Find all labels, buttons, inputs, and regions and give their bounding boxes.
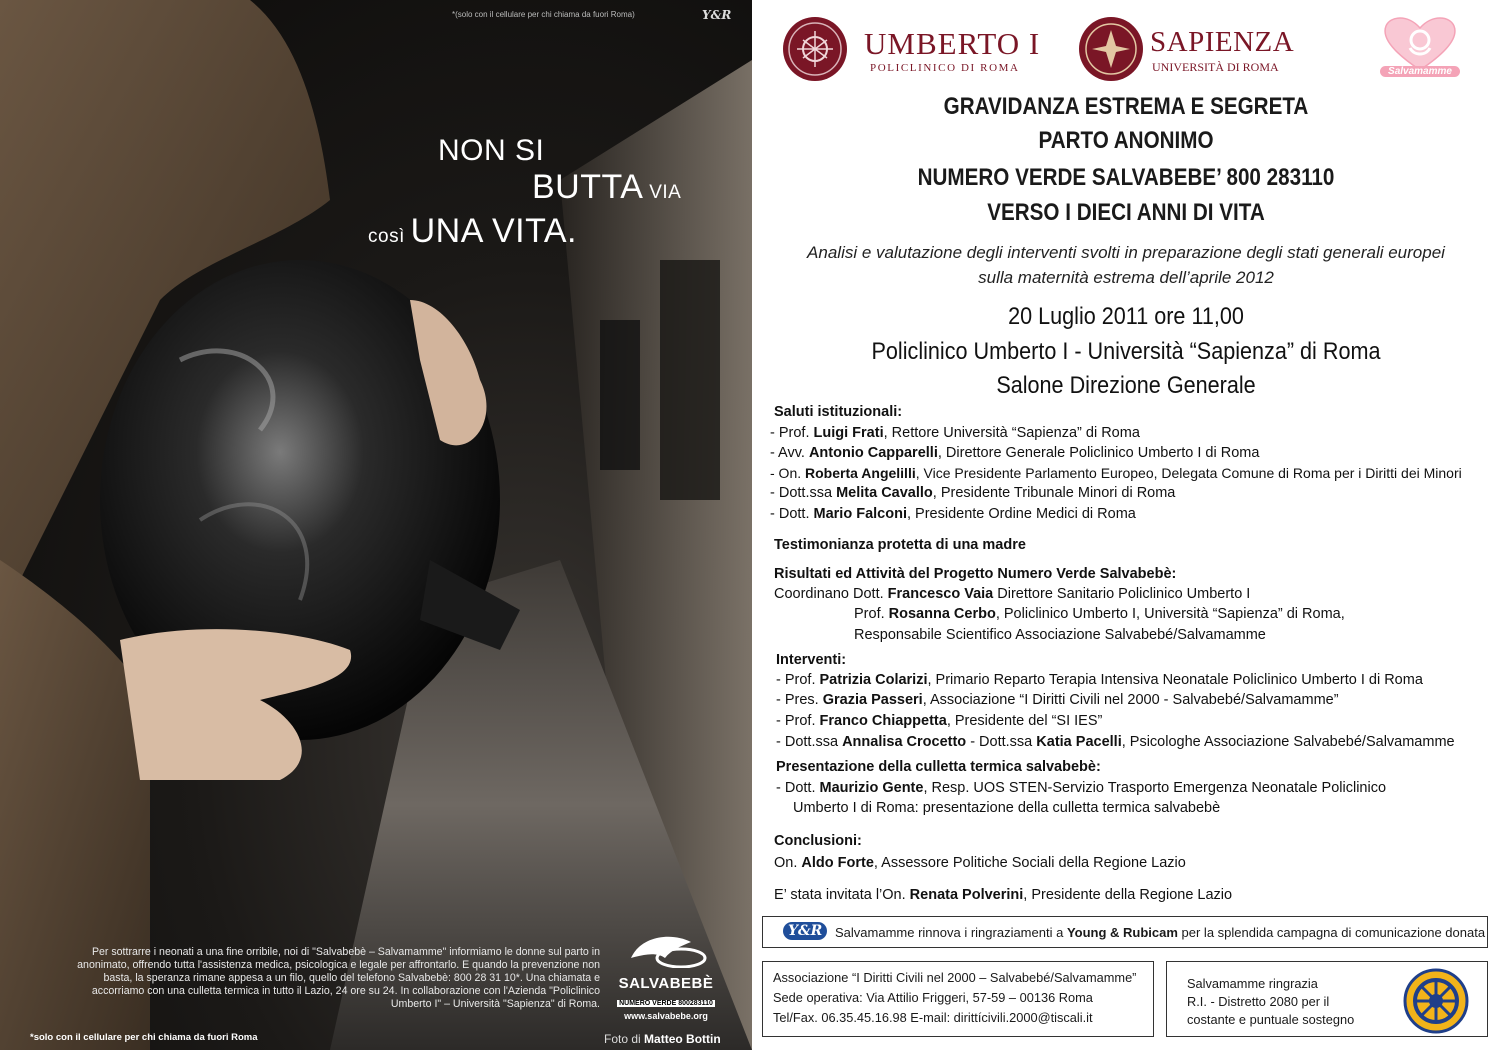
umberto-logo [782,16,1052,82]
item-role: , Vice Presidente Parlamento Europeo, Delegata Comune di Roma per i Diritti dei Minori [915,465,1462,481]
headline-small: così [368,226,411,247]
logo-number: NUMERO VERDE 800283110 [619,1000,713,1007]
address-line-2: Sede operativa: Via Attilio Friggeri, 57-59 – 00136 Roma [773,990,1093,1005]
item-title: Prof. [854,606,889,622]
item-role: , Presidente della Regione Lazio [1023,887,1233,903]
item-name: Mario Falconi [813,506,907,522]
item-role: , Resp. UOS STEN-Servizio Trasporto Emergenza Neonatale Policlinico [923,780,1387,796]
logo-url: www.salvabebe.org [624,1011,708,1021]
item-role: , Direttore Generale Policlinico Umberto I di Roma [937,445,1260,461]
credit-name: Matteo Bottin [644,1032,721,1046]
testimonianza-heading: Testimonianza protetta di una madre [774,537,1026,553]
poster-body-text: Per sottrarre i neonati a una fine orribile, noi di "Salvabebè – Salvamamme" informiamo le donne sul parto in anonimato, offrendo tutta l'assistenza medica, psicologica e legale per affrontarlo. E quando la prevenzione non basta, la speranza rimane appesa a un filo, quello del telefono Salvabebè: 800 28 31 10*. Una chiamata e accorriamo con una culletta termica in tutto il Lazio, 24 ore su 24. In collaborazione con l'Azienda "Policlinico Umberto I" – Università "Sapienza" di Roma. [77,946,600,1010]
item-name: Katia Pacelli [1036,734,1122,750]
item-name: Antonio Capparelli [808,445,938,461]
rotary-wheel-icon [1403,968,1469,1034]
title-line-3: NUMERO VERDE SALVABEBE’ 800 283110 [917,164,1335,191]
rotary-box [1166,961,1488,1037]
item-title: - Dott.ssa [776,734,843,750]
event-date: 20 Luglio 2011 ore 11,00 [1008,303,1244,330]
yr-logo: Y&R [783,922,827,940]
yr-logo: Y&R [702,8,732,22]
item-name: Grazia Passeri [822,692,923,708]
headline-line-3 [368,212,577,251]
headline-line-1: NON SI [438,134,545,167]
item-name: Aldo Forte [801,855,874,871]
umberto-subtitle: POLICLINICO DI ROMA [870,62,1020,74]
presentazione-line-2: Umberto I di Roma: presentazione della culletta termica salvabebè [793,800,1221,816]
interventi-heading: Interventi: [776,652,847,668]
risultati-heading: Risultati ed Attività del Progetto Numero Verde Salvabebè: [774,566,1177,582]
risultati-line-1 [774,586,1250,602]
medusa-seal-icon [782,16,848,82]
heart-icon [1380,14,1460,72]
presentazione-heading: Presentazione della culletta termica salvabebè: [776,759,1101,775]
conclusioni-line [774,855,1186,871]
thanks-text [835,925,1485,940]
bottom-footnote: *solo con il cellulare per chi chiama da fuori Roma [30,1032,258,1043]
item-name: Patrizia Colarizi [819,672,928,688]
item-name: Francesco Vaia [887,586,994,602]
salvabebe-logo [614,928,718,1021]
title-line-4: VERSO I DIECI ANNI DI VITA [987,199,1265,226]
headline-emphasis: UNA VITA. [410,212,577,250]
item-title: Coordinano Dott. [774,586,888,602]
sapienza-title: SAPIENZA [1150,26,1295,58]
sapienza-seal-icon [1078,16,1144,82]
interventi-item [776,734,1455,750]
salvamamme-label: Salvamamme [1380,66,1460,77]
rotary-line-3: costante e puntuale sostegno [1187,1012,1355,1027]
item-title: - Dott.ssa [966,734,1037,750]
headline-small: VIA [643,182,682,203]
interventi-item [776,692,1339,708]
rotary-line-1: Salvamamme ringrazia [1187,976,1318,991]
item-title: On. [774,855,802,871]
thanks-company: Young & Rubicam [1066,925,1178,940]
rotary-line-2: R.I. - Distretto 2080 per il [1187,994,1330,1009]
item-title: - Prof. [776,672,820,688]
item-name: Franco Chiappetta [819,713,947,729]
thanks-post: per la splendida campagna di comunicazione donata [1177,925,1486,940]
photo-credit [604,1032,721,1046]
saluti-item [770,506,1136,522]
item-title: - Prof. [776,713,820,729]
interventi-item [776,713,1102,729]
subtitle [752,240,1500,290]
item-role: , Presidente Ordine Medici di Roma [906,506,1136,522]
thanks-pre: Salvamamme rinnova i ringraziamenti a [835,925,1067,940]
item-title: - Pres. [776,692,823,708]
headline-emphasis: BUTTA [532,168,644,206]
title-line-2: PARTO ANONIMO [1038,127,1214,154]
top-footnote: *(solo con il cellulare per chi chiama da fuori Roma) [452,10,635,19]
item-role: , Assessore Politiche Sociali della Regione Lazio [873,855,1186,871]
title-line-1: GRAVIDANZA ESTREMA E SEGRETA [943,93,1309,120]
event-place: Policlinico Umberto I - Università “Sapienza” di Roma [871,338,1381,365]
saluti-item [770,425,1140,441]
item-role: , Associazione “I Diritti Civili nel 2000 - Salvabebé/Salvamamme” [922,692,1339,708]
sapienza-logo [1078,16,1295,82]
item-role: , Primario Reparto Terapia Intensiva Neonatale Policlinico Umberto I di Roma [927,672,1423,688]
sapienza-subtitle: UNIVERSITÀ DI ROMA [1152,60,1279,74]
item-title: - On. [770,465,806,481]
item-role: Direttore Sanitario Policlinico Umberto I [993,586,1251,602]
subtitle-line-2: sulla maternità estrema dell’aprile 2012 [978,268,1274,287]
headline-line-2 [532,168,681,207]
thanks-box [762,916,1488,948]
item-name: Renata Polverini [909,887,1024,903]
umberto-title: UMBERTO I [864,26,1041,61]
item-title: E’ stata invitata l’On. [774,887,910,903]
address-line-1: Associazione “I Diritti Civili nel 2000 – Salvabebé/Salvamamme” [773,970,1137,985]
item-role: , Psicologhe Associazione Salvabebé/Salvamamme [1121,734,1455,750]
interventi-item [776,672,1423,688]
saluti-heading: Saluti istituzionali: [774,404,903,420]
item-title: - Dott. [770,506,814,522]
item-name: Rosanna Cerbo [888,606,996,622]
item-title: - Avv. [770,445,809,461]
subtitle-line-1: Analisi e valutazione degli interventi svolti in preparazione degli stati generali europei [807,243,1445,262]
conclusioni-heading: Conclusioni: [774,833,862,849]
stork-icon [621,928,711,968]
item-name: Annalisa Crocetto [842,734,967,750]
item-title: - Dott. [776,780,820,796]
item-role: , Presidente del “SI IES” [946,713,1103,729]
item-role: , Rettore Università “Sapienza” di Roma [883,425,1140,441]
salvamamme-logo [1380,14,1460,80]
item-name: Luigi Frati [813,425,884,441]
invitata-line [774,887,1232,903]
risultati-line-3: Responsabile Scientifico Associazione Salvabebé/Salvamamme [854,627,1266,643]
event-flyer [752,0,1500,1050]
presentazione-line-1 [776,780,1386,796]
item-title: - Dott.ssa [770,485,837,501]
event-room: Salone Direzione Generale [996,372,1256,399]
address-line-3: Tel/Fax. 06.35.45.16.98 E-mail: dirittícivili.2000@tiscali.it [773,1010,1093,1025]
item-name: Melita Cavallo [836,485,933,501]
saluti-item [770,445,1259,461]
saluti-item [770,465,1462,481]
address-box [762,961,1154,1037]
credit-prefix: Foto di [604,1032,645,1046]
saluti-item [770,485,1175,501]
item-title: - Prof. [770,425,814,441]
item-name: Maurizio Gente [819,780,924,796]
item-role: , Policlinico Umberto I, Università “Sapienza” di Roma, [995,606,1345,622]
risultati-line-2 [854,606,1345,622]
item-name: Roberta Angelilli [805,465,916,481]
item-role: , Presidente Tribunale Minori di Roma [932,485,1176,501]
logo-name: SALVABEBÈ [618,975,714,992]
